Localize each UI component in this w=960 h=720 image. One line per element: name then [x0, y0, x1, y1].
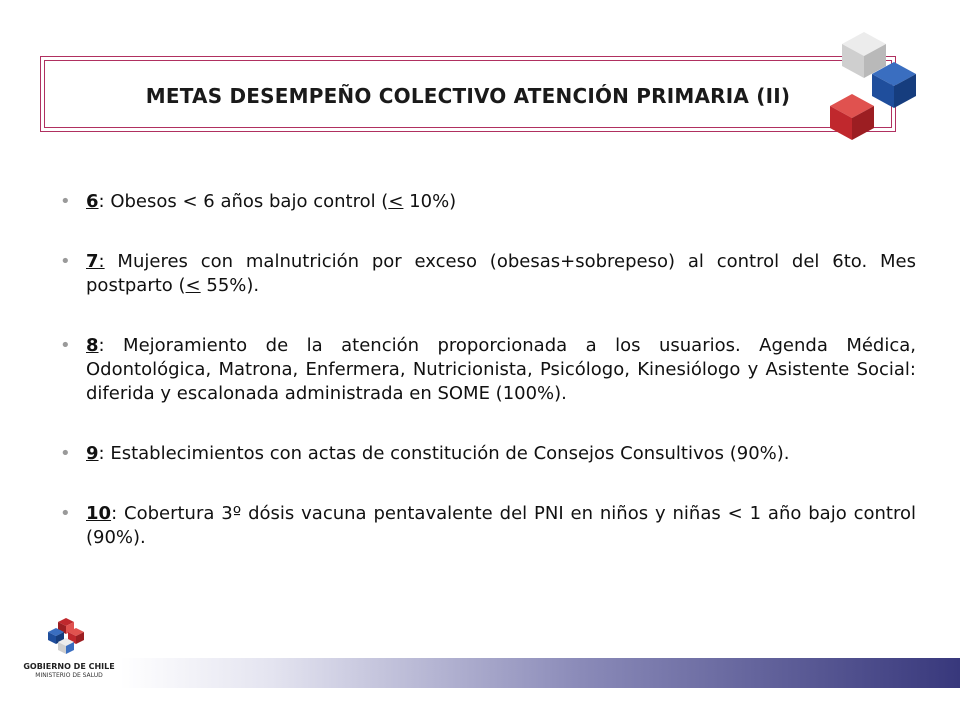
logo-text-gobierno: GOBIERNO DE CHILE: [23, 662, 115, 671]
logo-text-ministerio: MINISTERIO DE SALUD: [35, 672, 103, 679]
item-number: 6: [86, 191, 99, 212]
footer-gradient-bar: [120, 658, 960, 688]
title-frame: [40, 56, 896, 132]
less-equal-symbol: <: [185, 275, 201, 296]
less-equal-symbol: <: [388, 191, 404, 212]
logo-cubes-icon: [14, 612, 124, 662]
item-text: : Mejoramiento de la atención proporcionada a los usuarios. Agenda Médica, Odontológica, Matrona, Enfermera, Nutricionista, Psicólogo, Kinesiólogo y Asistente Social: diferida y escalonada administrada en SOME (100%).: [86, 335, 916, 404]
item-number: 9: [86, 443, 99, 464]
item-number: 10: [86, 503, 112, 524]
metas-list: [60, 190, 916, 586]
item-text-end: 10%): [403, 191, 457, 212]
bullet-icon: •: [60, 335, 71, 356]
list-item-6: [60, 190, 916, 214]
bullet-icon: •: [60, 443, 71, 464]
bullet-icon: •: [60, 503, 71, 524]
item-text: : Cobertura 3º dósis vacuna pentavalente del PNI en niños y niñas < 1 año bajo control (90%).: [86, 503, 916, 548]
item-text: : Obesos < 6 años bajo control (: [98, 191, 389, 212]
item-number: 7: [86, 251, 99, 272]
decorative-cubes-icon: [812, 26, 932, 146]
gobierno-de-chile-logo: [14, 612, 124, 712]
list-item-10: [60, 502, 916, 550]
page-title: METAS DESEMPEÑO COLECTIVO ATENCIÓN PRIMARIA (II): [145, 84, 791, 108]
list-item-9: [60, 442, 916, 466]
item-colon: :: [98, 251, 105, 272]
item-number: 8: [86, 335, 99, 356]
bullet-icon: •: [60, 191, 71, 212]
list-item-8: [60, 334, 916, 406]
item-text: Mujeres con malnutrición por exceso (obesas+sobrepeso) al control del 6to. Mes postparto (: [86, 251, 916, 296]
item-text: : Establecimientos con actas de constitución de Consejos Consultivos (90%).: [98, 443, 790, 464]
item-text-end: 55%).: [200, 275, 260, 296]
bullet-icon: •: [60, 251, 71, 272]
list-item-7: [60, 250, 916, 298]
